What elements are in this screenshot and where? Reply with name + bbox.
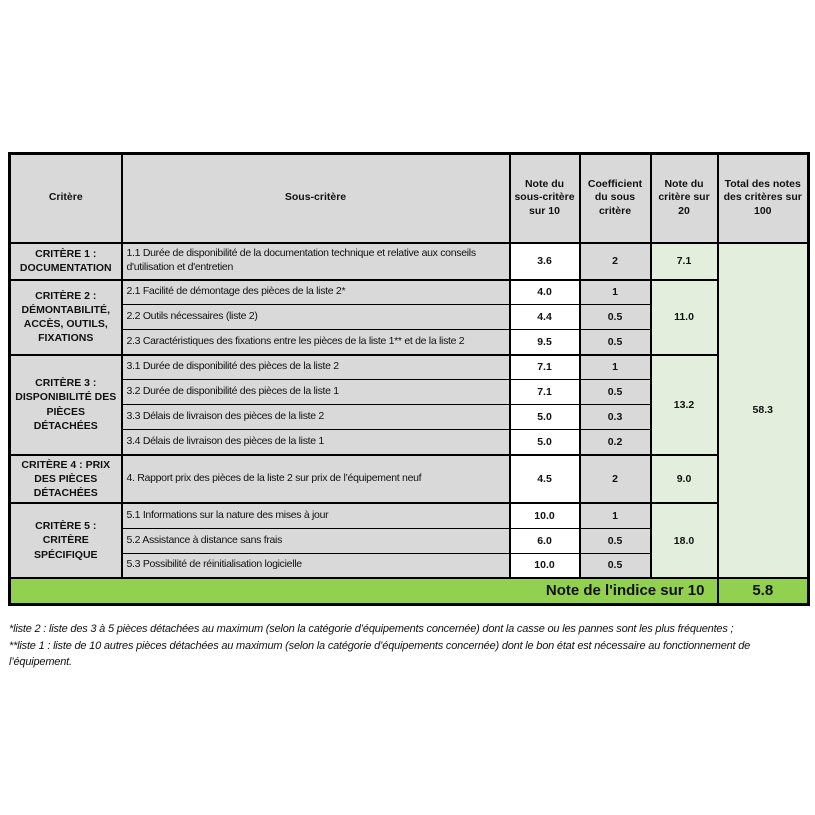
coeff-1-1: 2 bbox=[580, 243, 651, 280]
note20-group-3: 13.2 bbox=[651, 355, 718, 455]
criterion-2-cell: CRITÈRE 2 : DÉMONTABILITÉ, ACCÈS, OUTILS, FIXATIONS bbox=[10, 280, 122, 355]
score-3-3: 5.0 bbox=[510, 405, 580, 430]
subcriterion-5-2: 5.2 Assistance à distance sans frais bbox=[122, 528, 510, 553]
subcriterion-2-1: 2.1 Facilité de démontage des pièces de la liste 2* bbox=[122, 280, 510, 305]
subcriterion-5-1: 5.1 Informations sur la nature des mises à jour bbox=[122, 503, 510, 528]
header-coefficient: Coefficient du sous critère bbox=[580, 154, 651, 243]
subcriterion-3-2: 3.2 Durée de disponibilité des pièces de la liste 1 bbox=[122, 380, 510, 405]
score-2-3: 9.5 bbox=[510, 330, 580, 355]
coeff-4: 2 bbox=[580, 455, 651, 504]
footnotes bbox=[9, 621, 767, 671]
subcriterion-4: 4. Rapport prix des pièces de la liste 2 sur prix de l’équipement neuf bbox=[122, 455, 510, 504]
index-score-label: Note de l'indice sur 10 bbox=[10, 578, 718, 604]
subcriterion-2-2: 2.2 Outils nécessaires (liste 2) bbox=[122, 305, 510, 330]
score-5-2: 6.0 bbox=[510, 528, 580, 553]
coeff-2-1: 1 bbox=[580, 280, 651, 305]
score-3-4: 5.0 bbox=[510, 430, 580, 455]
subcriterion-5-3: 5.3 Possibilité de réinitialisation logicielle bbox=[122, 553, 510, 578]
header-subcriterion: Sous-critère bbox=[122, 154, 510, 243]
total-100-cell: 58.3 bbox=[718, 243, 809, 579]
header-note20: Note du critère sur 20 bbox=[651, 154, 718, 243]
score-2-1: 4.0 bbox=[510, 280, 580, 305]
score-5-1: 10.0 bbox=[510, 503, 580, 528]
score-3-2: 7.1 bbox=[510, 380, 580, 405]
coeff-3-2: 0.5 bbox=[580, 380, 651, 405]
coeff-2-3: 0.5 bbox=[580, 330, 651, 355]
criterion-1-cell: CRITÈRE 1 : DOCUMENTATION bbox=[10, 243, 122, 280]
coeff-3-4: 0.2 bbox=[580, 430, 651, 455]
score-4: 4.5 bbox=[510, 455, 580, 504]
criterion-3-cell: CRITÈRE 3 : DISPONIBILITÉ DES PIÈCES DÉTACHÉES bbox=[10, 355, 122, 455]
footnote-liste1: **liste 1 : liste de 10 autres pièces détachées au maximum (selon la catégorie d’équipements concernée) dont le bon état est nécessaire au fonctionnement de l’équipement. bbox=[9, 639, 751, 668]
index-score-value: 5.8 bbox=[718, 578, 809, 604]
coeff-5-2: 0.5 bbox=[580, 528, 651, 553]
subcriterion-3-4: 3.4 Délais de livraison des pièces de la liste 1 bbox=[122, 430, 510, 455]
note20-group-5: 18.0 bbox=[651, 503, 718, 578]
subcriterion-3-1: 3.1 Durée de disponibilité des pièces de la liste 2 bbox=[122, 355, 510, 380]
coeff-5-3: 0.5 bbox=[580, 553, 651, 578]
note20-group-2: 11.0 bbox=[651, 280, 718, 355]
header-total100: Total des notes des critères sur 100 bbox=[718, 154, 809, 243]
note20-group-1: 7.1 bbox=[651, 243, 718, 280]
subcriterion-1-1: 1.1 Durée de disponibilité de la documentation technique et relative aux conseils d'utilisation et d'entretien bbox=[122, 243, 510, 280]
coeff-3-1: 1 bbox=[580, 355, 651, 380]
footnote-liste2: *liste 2 : liste des 3 à 5 pièces détachées au maximum (selon la catégorie d’équipements concernée) dont la casse ou les pannes sont les plus fréquentes ; bbox=[9, 623, 734, 635]
score-5-3: 10.0 bbox=[510, 553, 580, 578]
score-2-2: 4.4 bbox=[510, 305, 580, 330]
score-1-1: 3.6 bbox=[510, 243, 580, 280]
criterion-5-cell: CRITÈRE 5 : CRITÈRE SPÉCIFIQUE bbox=[10, 503, 122, 578]
coeff-2-2: 0.5 bbox=[580, 305, 651, 330]
coeff-3-3: 0.3 bbox=[580, 405, 651, 430]
repairability-table bbox=[8, 152, 810, 606]
coeff-5-1: 1 bbox=[580, 503, 651, 528]
score-3-1: 7.1 bbox=[510, 355, 580, 380]
header-criterion: Critère bbox=[10, 154, 122, 243]
subcriterion-2-3: 2.3 Caractéristiques des fixations entre les pièces de la liste 1** et de la liste 2 bbox=[122, 330, 510, 355]
subcriterion-3-3: 3.3 Délais de livraison des pièces de la liste 2 bbox=[122, 405, 510, 430]
note20-group-4: 9.0 bbox=[651, 455, 718, 504]
criterion-4-cell: CRITÈRE 4 : PRIX DES PIÈCES DÉTACHÉES bbox=[10, 455, 122, 504]
header-score10: Note du sous-critère sur 10 bbox=[510, 154, 580, 243]
